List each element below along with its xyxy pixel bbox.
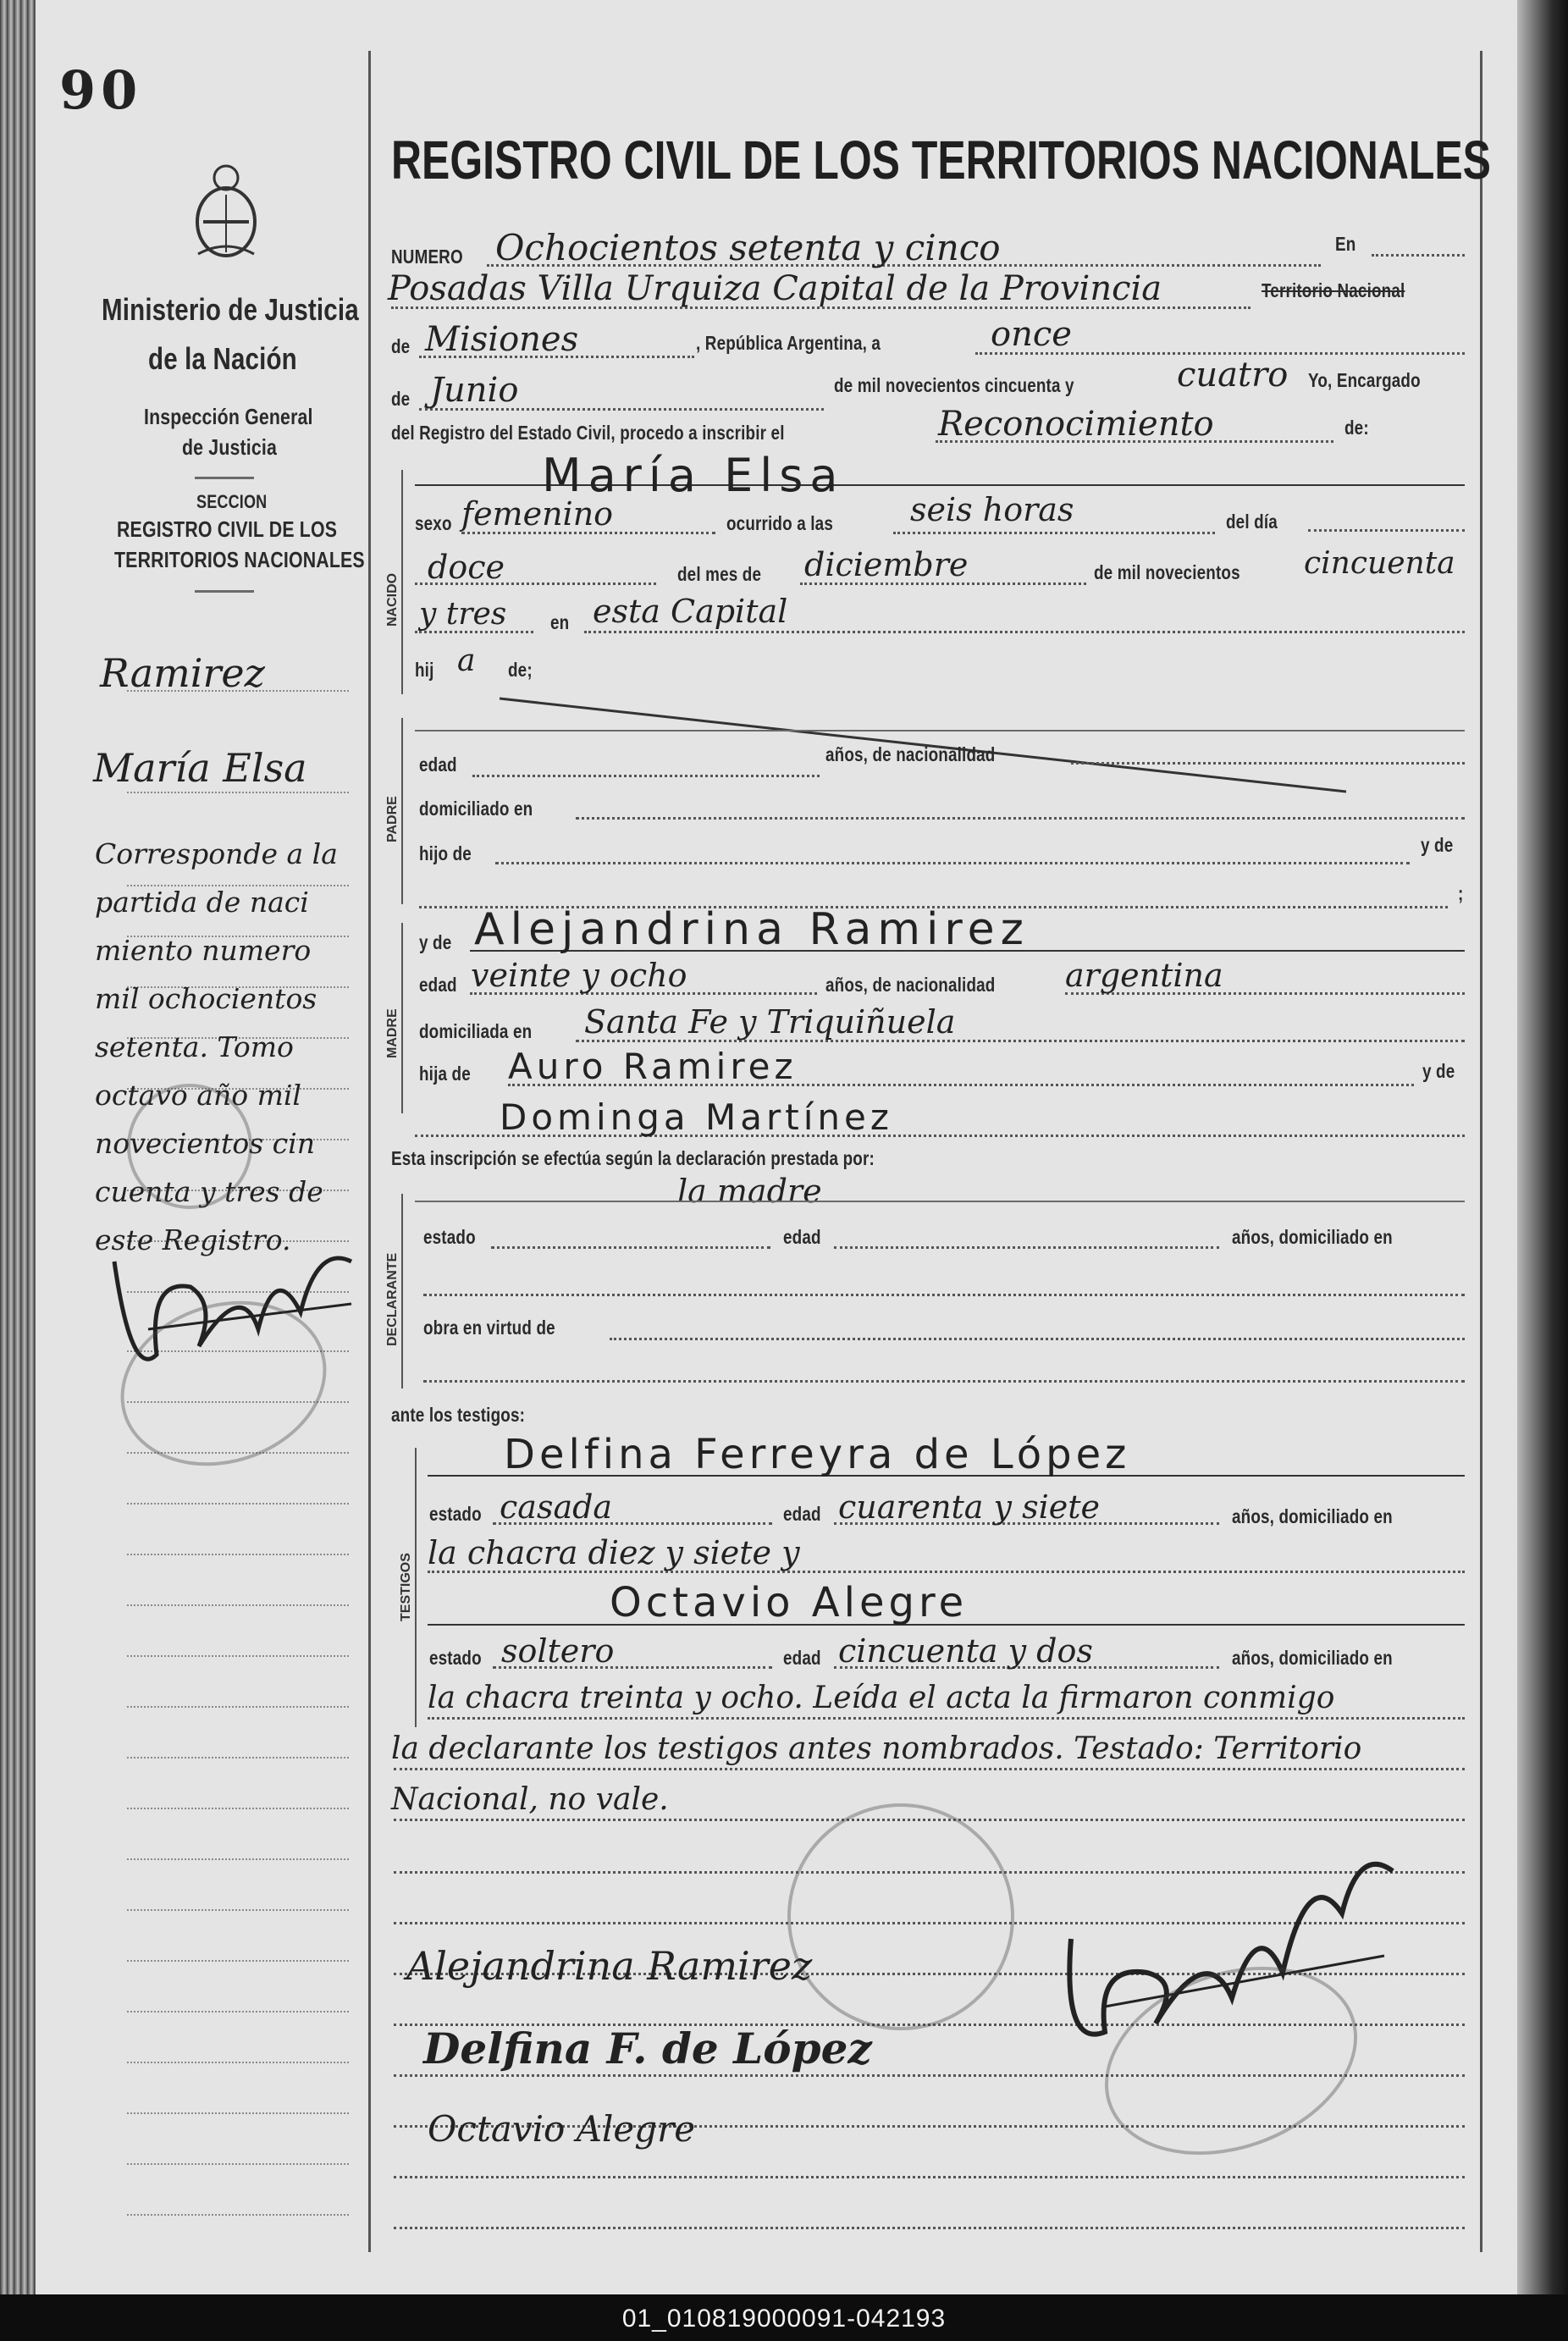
w2-domicilio-value: la chacra treinta y ocho. Leída el acta la firmaron conmigo — [428, 1681, 1335, 1715]
madre-edad-value: veinte y ocho — [471, 957, 687, 994]
w1-estado-label: estado — [429, 1503, 482, 1525]
declarante-estado-label: estado — [423, 1226, 476, 1248]
sidebar-rule-2 — [195, 590, 254, 593]
declarante-domicilio-label: años, domiciliado en — [1232, 1226, 1393, 1248]
declarante-label: DECLARANTE — [385, 1252, 400, 1346]
w1-domicilio-label: años, domiciliado en — [1232, 1505, 1393, 1527]
month-value: Junio — [430, 371, 519, 410]
signature-octavio: Octavio Alegre — [428, 2108, 696, 2150]
declarante-edad-label: edad — [783, 1226, 821, 1248]
margin-note — [95, 830, 366, 1264]
province-value: Misiones — [425, 320, 579, 359]
madre-father-value: Auro Ramirez — [508, 1046, 798, 1087]
testigos-bracket — [415, 1448, 417, 1727]
sexo-label: sexo — [415, 512, 452, 534]
w1-edad-value: cuarenta y siete — [838, 1488, 1100, 1526]
w2-estado-label: estado — [429, 1647, 482, 1669]
declarante-obra-label: obra en virtud de — [423, 1317, 555, 1339]
day-value: once — [991, 315, 1072, 354]
padre-rule — [415, 730, 1465, 732]
margin-note-line: novecientos cin — [95, 1127, 315, 1160]
ministry-line2: de la Nación — [148, 341, 297, 376]
numero-label: NUMERO — [391, 246, 463, 268]
en-label-nacido: en — [550, 611, 570, 633]
seal-stamp-right — [787, 1803, 1014, 2030]
republica-label: , República Argentina, a — [696, 332, 881, 354]
mil-novecientos-label: de mil novecientos — [1094, 561, 1240, 583]
w1-estado-value: casada — [500, 1488, 613, 1526]
sexo-value: femenino — [461, 495, 614, 533]
year-value-1: cincuenta — [1304, 546, 1455, 581]
madre-yde-label: y de — [419, 931, 452, 953]
given-names-handwritten: María Elsa — [93, 745, 307, 791]
w2-edad-label: edad — [783, 1647, 821, 1669]
madre-mother-value: Dominga Martínez — [500, 1096, 893, 1138]
margin-note-line: partida de naci — [95, 886, 309, 919]
en-label: En — [1335, 233, 1356, 255]
sidebar-rule — [195, 477, 254, 479]
margin-note-line: setenta. Tomo — [95, 1030, 294, 1063]
day-value: doce — [428, 549, 505, 586]
nacido-bracket — [401, 470, 403, 694]
act-value: Reconocimiento — [938, 405, 1214, 444]
madre-label: MADRE — [385, 1008, 400, 1058]
w2-domicilio-label: años, domiciliado en — [1232, 1647, 1393, 1669]
de2-label: de — [391, 388, 411, 410]
numero-value: Ochocientos setenta y cinco — [495, 227, 1001, 268]
madre-edad-label: edad — [419, 974, 457, 996]
madre-nacionalidad-label: años, de nacionalidad — [825, 974, 996, 996]
ocurrido-label: ocurrido a las — [726, 512, 833, 534]
section-line1: REGISTRO CIVIL DE LOS — [117, 516, 338, 542]
padre-edad-label: edad — [419, 754, 457, 776]
hij-value: a — [457, 643, 476, 678]
document-id: 01_010819000091-042193 — [621, 2305, 947, 2333]
registro-label: del Registro del Estado Civil, procedo a inscribir el — [391, 422, 785, 444]
month-value: diciembre — [804, 546, 969, 583]
madre-name-value: Alejandrina Ramirez — [474, 904, 1030, 955]
page-title: REGISTRO CIVIL DE LOS TERRITORIOS NACIONALES — [391, 130, 1491, 190]
year-value-2: y tres — [419, 597, 507, 632]
seal-stamp-left — [127, 1084, 252, 1209]
padre-bracket — [401, 718, 403, 904]
year-value: cuatro — [1177, 356, 1289, 395]
hora-value: seis horas — [910, 491, 1074, 528]
madre-nacionalidad-value: argentina — [1065, 957, 1223, 994]
madre-hija-label: hija de — [419, 1063, 471, 1085]
padre-semicolon: ; — [1458, 882, 1464, 904]
declarante-bracket — [401, 1194, 403, 1389]
dia-label: del día — [1226, 511, 1278, 533]
de-label: de — [391, 335, 411, 357]
closing-line1: la declarante los testigos antes nombrados. Testado: Territorio — [391, 1731, 1362, 1766]
de3-label: de: — [1344, 417, 1369, 439]
w1-edad-label: edad — [783, 1503, 821, 1525]
yo-label: Yo, Encargado — [1308, 369, 1421, 391]
hij-label: hij — [415, 659, 434, 681]
margin-note-line: octavo año mil — [95, 1079, 301, 1112]
w1-name-value: Delfina Ferreyra de López — [504, 1431, 1131, 1478]
mes-label: del mes de — [677, 563, 762, 585]
signature-alejandrina: Alejandrina Ramirez — [406, 1943, 813, 1989]
testigos-intro: ante los testigos: — [391, 1404, 526, 1426]
nacido-label: NACIDO — [385, 572, 400, 627]
inspection-line1: Inspección General — [144, 404, 313, 429]
mil-label: de mil novecientos cincuenta y — [834, 374, 1074, 396]
madre-bracket — [401, 923, 403, 1113]
nacido-name-value: María Elsa — [542, 449, 845, 502]
margin-note-line: mil ochocientos — [95, 982, 317, 1015]
signature-delfina: Delfina F. de López — [423, 2024, 872, 2073]
sidebar-divider — [368, 51, 371, 2252]
section-line2: TERRITORIOS NACIONALES — [114, 547, 365, 572]
padre-domicilio-label: domiciliado en — [419, 798, 533, 820]
de-label-nacido: de; — [508, 659, 533, 681]
testigos-label: TESTIGOS — [399, 1553, 413, 1621]
padre-yde-label: y de — [1421, 834, 1454, 856]
w2-name-value: Octavio Alegre — [610, 1579, 969, 1626]
madre-yde2-label: y de — [1422, 1060, 1455, 1082]
surname-handwritten: Ramirez — [100, 650, 265, 696]
ministry-line1: Ministerio de Justicia — [102, 292, 359, 327]
footer-bar — [0, 2294, 1568, 2341]
territorio-label-struck: Territorio Nacional — [1262, 279, 1405, 301]
page-edge-shadow — [1517, 0, 1568, 2294]
declarante-rule — [415, 1201, 1465, 1202]
margin-note-line: Corresponde a la — [95, 837, 338, 870]
padre-label: PADRE — [385, 796, 400, 842]
w2-estado-value: soltero — [501, 1632, 615, 1670]
padre-hijo-label: hijo de — [419, 842, 472, 864]
madre-domicilio-value: Santa Fe y Triquiñuela — [584, 1003, 956, 1041]
declarante-value: la madre — [677, 1173, 822, 1210]
w1-domicilio-value: la chacra diez y siete y — [428, 1534, 800, 1571]
coat-of-arms-icon — [188, 161, 264, 262]
madre-domicilio-label: domiciliada en — [419, 1020, 533, 1042]
folio-number: 90 — [59, 59, 143, 121]
inspection-line2: de Justicia — [182, 434, 278, 460]
declarante-intro: Esta inscripción se efectúa según la declaración prestada por: — [391, 1147, 875, 1169]
section-label: SECCION — [196, 491, 268, 512]
margin-note-line: cuenta y tres de — [95, 1175, 323, 1208]
margin-note-line: miento numero — [95, 934, 312, 967]
margin-note-line: este Registro. — [95, 1223, 291, 1256]
book-binding — [0, 0, 36, 2294]
birth-place-value: esta Capital — [593, 593, 788, 630]
right-margin-line — [1480, 51, 1482, 2252]
closing-line2: Nacional, no vale. — [391, 1782, 669, 1817]
w2-edad-value: cincuenta y dos — [838, 1632, 1093, 1670]
place-value: Posadas Villa Urquiza Capital de la Provincia — [388, 269, 1162, 308]
padre-nacionalidad-label: años, de nacionalidad — [825, 743, 996, 765]
